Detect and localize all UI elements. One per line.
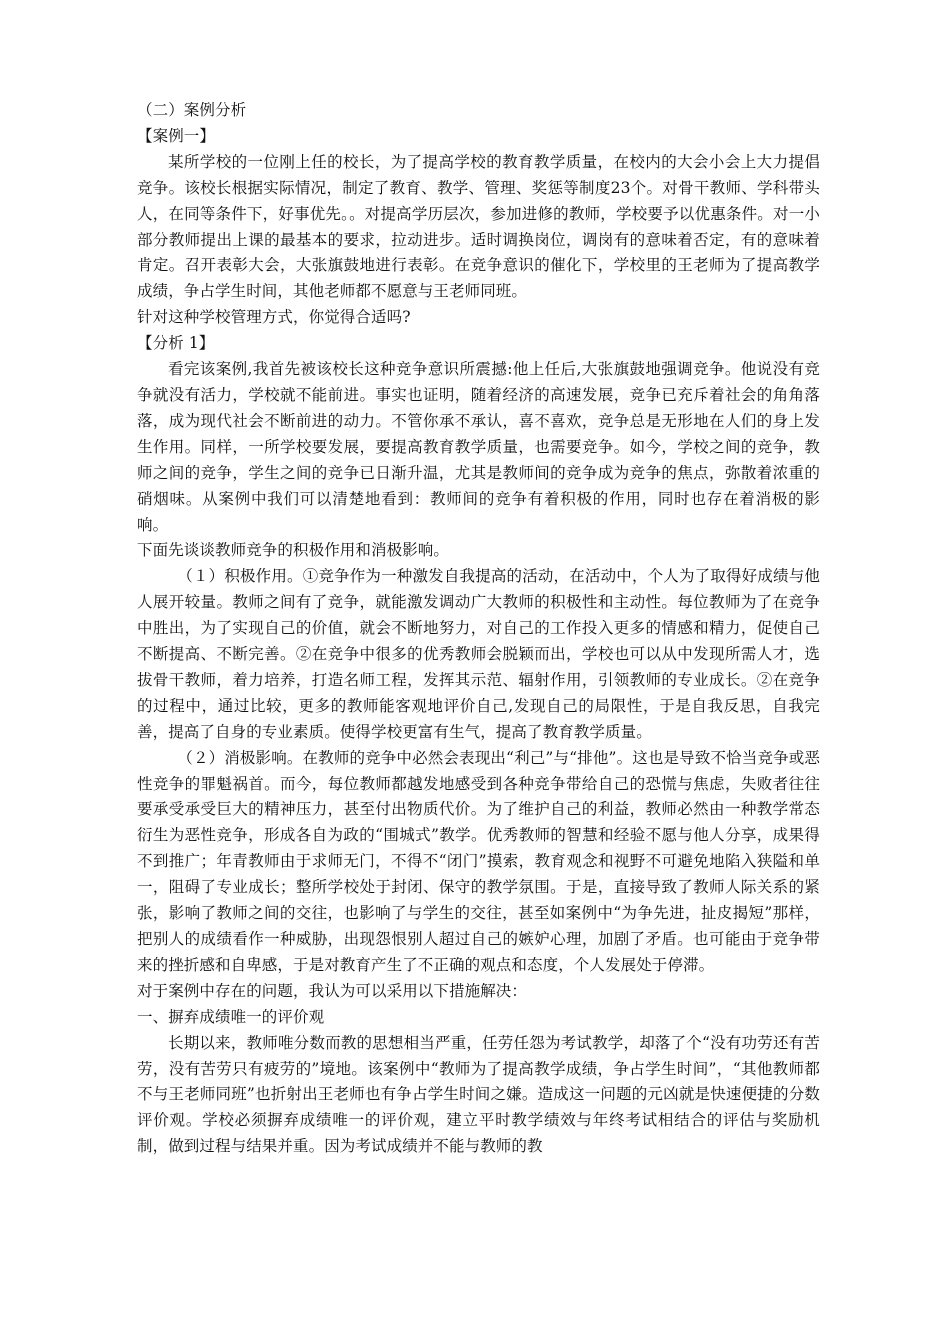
case-one-label: 【案例一】: [137, 126, 216, 145]
document-page: [137, 98, 820, 1160]
analysis-one-paragraph: 看完该案例,我首先被该校长这种竞争意识所震撼:他上任后,大张旗鼓地强调竞争。他说没有竞争就没有活力，学校就不能前进。事实也证明，随着经济的高速发展，竞争已充斥着社会的角角落落，成为现代社会不断前进的动力。不管你承不承认，喜不喜欢，竞争总是无形地在人们的身上发生作用。同样，一所学校要发展，要提高教育教学质量，也需要竞争。如今，学校之间的竞争，教师之间的竞争，学生之间的竞争已日渐升温，尤其是教师间的竞争成为竞争的焦点，弥散着浓重的硝烟味。从案例中我们可以清楚地看到：教师间的竞争有着积极的作用，同时也存在着消极的影响。: [137, 360, 820, 534]
analysis-one-label: 【分析 1】: [137, 334, 215, 353]
measure-one-heading: 一、摒弃成绩唯一的评价观: [137, 1007, 325, 1026]
section-heading: （二）案例分析: [137, 101, 247, 119]
positive-effects-paragraph: （１）积极作用。①竞争作为一种激发自我提高的活动，在活动中，个人为了取得好成绩与他人展开较量。教师之间有了竞争，就能激发调动广大教师的积极性和主动性。每位教师为了在竞争中胜出，为了实现自己的价值，就会不断地努力，对自己的工作投入更多的情感和精力，促使自己不断提高、不断完善。②在竞争中很多的优秀教师会脱颖而出，学校也可以从中发现所需人才，选拔骨干教师，着力培养，打造名师工程，发挥其示范、辐射作用，引领教师的专业成长。②在竞争的过程中，通过比较，更多的教师能客观地评价自己,发现自己的局限性，于是自我反思，自我完善，提高了自身的专业素质。使得学校更富有生气，提高了教育教学质量。: [137, 567, 820, 741]
analysis-intro: 下面先谈谈教师竞争的积极作用和消极影响。: [137, 541, 450, 560]
case-one-paragraph: 某所学校的一位刚上任的校长，为了提高学校的教育教学质量，在校内的大会小会上大力提倡竞争。该校长根据实际情况，制定了教育、教学、管理、奖惩等制度23个。对骨干教师、学科带头人，在同等条件下，好事优先。。对提高学历层次，参加进修的教师，学校要予以优惠条件。对一小部分教师提出上课的最基本的要求，拉动进步。适时调换岗位，调岗有的意味着否定，有的意味着肯定。召开表彰大会，大张旗鼓地进行表彰。在竞争意识的催化下，学校里的王老师为了提高教学成绩，争占学生时间，其他老师都不愿意与王老师同班。: [137, 152, 820, 301]
measure-one-paragraph: 长期以来，教师唯分数而教的思想相当严重，任劳任怨为考试教学，却落了个“没有功劳还有苦劳，没有苦劳只有疲劳的”境地。该案例中“教师为了提高教学成绩，争占学生时间”，“其他教师都不与王老师同班”也折射出王老师也有争占学生时间之嫌。造成这一问题的元凶就是快速便捷的分数评价观。学校必须摒弃成绩唯一的评价观，建立平时教学绩效与年终考试相结合的评估与奖励机制，做到过程与结果并重。因为考试成绩并不能与教师的教: [137, 1033, 820, 1156]
negative-effects-paragraph: （２）消极影响。在教师的竞争中必然会表现出“利己”与“排他”。这也是导致不恰当竞争或恶性竞争的罪魁祸首。而今，每位教师都越发地感受到各种竞争带给自己的恐慌与焦虑，失败者往往要承受承受巨大的精神压力，甚至付出物质代价。为了维护自己的利益，教师必然由一种教学常态衍生为恶性竞争，形成各自为政的“围城式”教学。优秀教师的智慧和经验不愿与他人分享，成果得不到推广；年青教师由于求师无门，不得不“闭门”摸索，教育观念和视野不可避免地陷入狭隘和单一，阻碍了专业成长；整所学校处于封闭、保守的教学氛围。于是，直接导致了教师人际关系的紧张，影响了教师之间的交往，也影响了与学生的交往，甚至如案例中“为争先进，扯皮揭短”那样，把别人的成绩看作一种威胁，出现怨恨别人超过自己的嫉妒心理，加剧了矛盾。也可能由于竞争带来的挫折感和自卑感，于是对教育产生了不正确的观点和态度，个人发展处于停滞。: [137, 748, 820, 974]
solution-intro: 对于案例中存在的问题，我认为可以采用以下措施解决：: [137, 981, 528, 1000]
case-one-question: 针对这种学校管理方式，你觉得合适吗?: [137, 308, 411, 327]
